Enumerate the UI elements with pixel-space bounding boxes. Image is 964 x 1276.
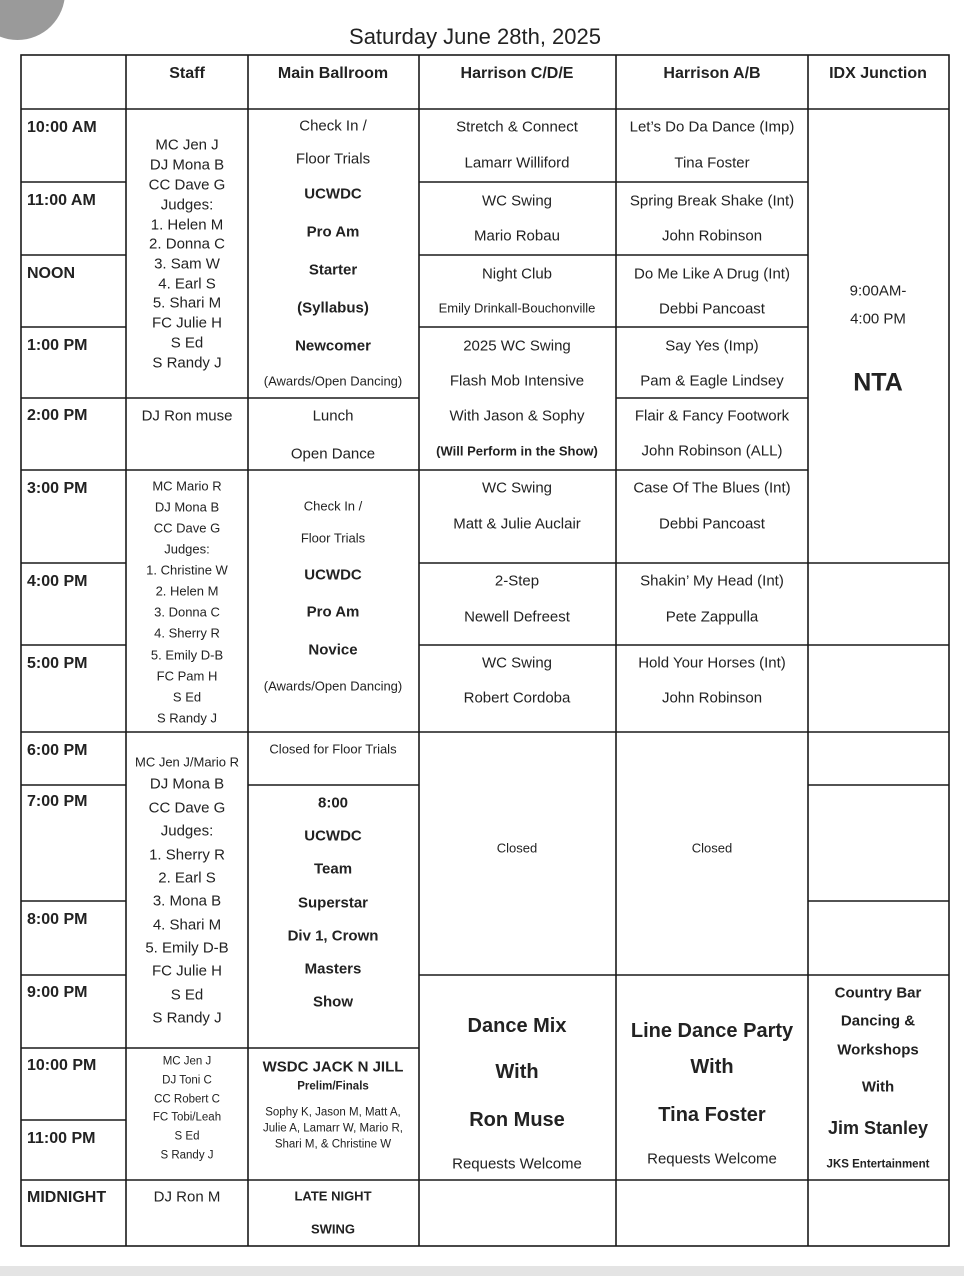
ab-closed: Closed xyxy=(691,840,733,856)
ab-class-title: Let’s Do Da Dance (Imp) xyxy=(629,118,795,136)
staff-evening-item: 1. Sherry R xyxy=(149,846,225,864)
cde-dance-mix: Dance Mix xyxy=(467,1015,567,1037)
staff-late-item: S Ed xyxy=(174,1130,200,1143)
main-pro-am: Pro Am xyxy=(306,223,360,241)
cde-class-title: With Jason & Sophy xyxy=(449,407,585,425)
main-ucwdc: UCWDC xyxy=(304,566,362,584)
staff-morning-item: 3. Sam W xyxy=(154,255,220,273)
ab-class-title: Spring Break Shake (Int) xyxy=(629,192,795,210)
ab-requests: Requests Welcome xyxy=(647,1150,777,1168)
ab-class-title: Shakin’ My Head (Int) xyxy=(640,572,784,590)
main-starter: Starter xyxy=(308,261,358,279)
time-label: 10:00 AM xyxy=(27,119,97,136)
time-label: 8:00 PM xyxy=(27,911,88,928)
ab-dj-name: Tina Foster xyxy=(658,1104,766,1126)
header-harrison-cde: Harrison C/D/E xyxy=(460,65,574,82)
main-prelim-finals: Prelim/Finals xyxy=(297,1080,369,1093)
main-closed-floor-trials: Closed for Floor Trials xyxy=(269,741,397,757)
staff-afternoon-item: Judges: xyxy=(164,541,210,557)
staff-evening-item: S Ed xyxy=(170,986,204,1004)
time-label: 2:00 PM xyxy=(27,407,88,424)
cde-class-title: Night Club xyxy=(481,265,553,283)
time-label: NOON xyxy=(27,265,75,282)
ab-line-dance-party: Line Dance Party xyxy=(630,1020,794,1042)
idx-nta: NTA xyxy=(853,368,903,397)
time-label: 11:00 AM xyxy=(27,192,96,209)
staff-late-item: S Randy J xyxy=(160,1149,214,1162)
time-label: 5:00 PM xyxy=(27,655,88,672)
staff-morning-item: FC Julie H xyxy=(151,314,223,332)
ab-class-title: Case Of The Blues (Int) xyxy=(633,479,791,497)
cde-instructor: Newell Defreest xyxy=(464,608,570,626)
cde-class-title: 2025 WC Swing xyxy=(463,337,571,355)
time-label: 7:00 PM xyxy=(27,793,88,810)
cde-with: With xyxy=(495,1061,539,1083)
cde-class-title: WC Swing xyxy=(481,654,553,672)
main-jnj-judges: Shari M, & Christine W xyxy=(274,1138,392,1151)
staff-morning-item: Judges: xyxy=(160,196,214,214)
staff-morning-item: MC Jen J xyxy=(155,136,219,154)
main-open-dance: Open Dance xyxy=(290,445,376,463)
main-jnj-judges: Julie A, Lamarr W, Mario R, xyxy=(263,1122,403,1135)
staff-evening-item: S Randy J xyxy=(152,1009,222,1027)
ab-instructor: Pete Zappulla xyxy=(665,608,759,626)
ab-instructor: Debbi Pancoast xyxy=(659,515,765,533)
staff-morning-item: S Randy J xyxy=(152,354,222,372)
header-idx-junction: IDX Junction xyxy=(829,65,927,82)
cde-instructor: Lamarr Williford xyxy=(464,154,570,172)
time-label: 11:00 PM xyxy=(27,1130,96,1147)
main-awards: (Awards/Open Dancing) xyxy=(263,678,403,694)
cde-instructor: Emily Drinkall-Bouchonville xyxy=(438,300,596,316)
idx-evening-item: Dancing & xyxy=(840,1012,916,1030)
ab-instructor: Tina Foster xyxy=(674,154,750,172)
staff-afternoon-item: 5. Emily D-B xyxy=(150,647,224,663)
ab-instructor: Pam & Eagle Lindsey xyxy=(640,372,784,390)
ab-with: With xyxy=(690,1056,734,1078)
staff-morning-item: 4. Earl S xyxy=(158,275,216,293)
time-label: 9:00 PM xyxy=(27,984,88,1001)
ab-instructor: John Robinson (ALL) xyxy=(641,442,783,460)
ab-class-title: Say Yes (Imp) xyxy=(665,337,759,355)
staff-morning-item: DJ Mona B xyxy=(149,156,225,174)
main-checkin: Check In / xyxy=(303,498,363,514)
staff-afternoon-item: 4. Sherry R xyxy=(154,625,220,641)
header-harrison-ab: Harrison A/B xyxy=(663,65,761,82)
staff-evening-item: FC Julie H xyxy=(151,962,223,980)
time-label: 6:00 PM xyxy=(27,742,88,759)
time-label: 4:00 PM xyxy=(27,573,88,590)
cde-class-title: Flash Mob Intensive xyxy=(449,372,585,390)
main-show: Show xyxy=(313,993,353,1011)
staff-morning-item: S Ed xyxy=(170,334,204,352)
main-show-time: 8:00 xyxy=(317,794,349,812)
main-novice: Novice xyxy=(308,641,358,659)
staff-afternoon-item: FC Pam H xyxy=(156,668,218,684)
ab-class-title: Do Me Like A Drug (Int) xyxy=(634,265,790,283)
staff-evening-item: 3. Mona B xyxy=(152,892,222,910)
idx-time-start: 9:00AM- xyxy=(849,282,907,300)
time-label: 1:00 PM xyxy=(27,337,88,354)
cde-instructor: Matt & Julie Auclair xyxy=(453,515,581,533)
staff-morning-item: 1. Helen M xyxy=(150,216,224,234)
idx-evening-item: Workshops xyxy=(837,1041,919,1059)
staff-evening-item: MC Jen J/Mario R xyxy=(134,754,240,770)
staff-afternoon-item: CC Dave G xyxy=(153,520,221,536)
main-ucwdc: UCWDC xyxy=(304,185,362,203)
staff-lunch-dj: DJ Ron muse xyxy=(141,407,233,425)
staff-late-item: CC Robert C xyxy=(154,1093,220,1106)
main-jnj-judges: Sophy K, Jason M, Matt A, xyxy=(265,1106,401,1119)
ab-instructor: John Robinson xyxy=(661,689,763,707)
staff-evening-item: 4. Shari M xyxy=(152,916,222,934)
main-newcomer: Newcomer xyxy=(295,337,371,355)
cde-instructor: Mario Robau xyxy=(474,227,560,245)
staff-midnight-dj: DJ Ron M xyxy=(153,1188,221,1206)
cde-requests: Requests Welcome xyxy=(452,1155,582,1173)
ab-class-title: Hold Your Horses (Int) xyxy=(638,654,786,672)
staff-evening-item: Judges: xyxy=(160,822,214,840)
main-awards: (Awards/Open Dancing) xyxy=(263,373,403,389)
main-ucwdc: UCWDC xyxy=(304,827,362,845)
header-main-ballroom: Main Ballroom xyxy=(277,65,389,82)
staff-late-item: MC Jen J xyxy=(162,1055,212,1068)
ab-instructor: John Robinson xyxy=(661,227,763,245)
staff-morning-item: 2. Donna C xyxy=(149,235,225,253)
main-masters: Masters xyxy=(304,960,362,978)
main-lunch: Lunch xyxy=(312,407,354,425)
time-label: MIDNIGHT xyxy=(27,1189,107,1206)
staff-late-item: FC Tobi/Leah xyxy=(152,1111,222,1124)
staff-afternoon-item: 1. Christine W xyxy=(146,562,228,578)
idx-jks-entertainment: JKS Entertainment xyxy=(826,1158,930,1171)
staff-evening-item: 5. Emily D-B xyxy=(145,939,229,957)
staff-afternoon-item: S Randy J xyxy=(157,710,217,726)
staff-late-item: DJ Toni C xyxy=(162,1074,212,1087)
staff-afternoon-item: DJ Mona B xyxy=(154,499,220,515)
ab-instructor: Debbi Pancoast xyxy=(659,300,765,318)
main-late-night: LATE NIGHT xyxy=(294,1188,372,1204)
page-title: Saturday June 28th, 2025 xyxy=(349,24,601,49)
main-superstar: Superstar xyxy=(297,894,369,912)
staff-morning-item: CC Dave G xyxy=(148,176,226,194)
main-syllabus: (Syllabus) xyxy=(297,299,369,317)
cde-class-title: WC Swing xyxy=(481,192,553,210)
ab-class-title: Flair & Fancy Footwork xyxy=(634,407,790,425)
cde-instructor: Robert Cordoba xyxy=(463,689,571,707)
idx-evening-item: Country Bar xyxy=(834,984,922,1002)
staff-afternoon-item: MC Mario R xyxy=(152,478,222,494)
header-staff: Staff xyxy=(169,65,205,82)
time-label: 3:00 PM xyxy=(27,480,88,497)
cde-class-title: Stretch & Connect xyxy=(456,118,578,136)
time-label: 10:00 PM xyxy=(27,1057,97,1074)
staff-afternoon-item: S Ed xyxy=(172,689,202,705)
main-swing: SWING xyxy=(310,1221,356,1237)
cde-closed: Closed xyxy=(496,840,538,856)
main-jack-n-jill: WSDC JACK N JILL xyxy=(262,1058,404,1076)
main-checkin: Check In / xyxy=(299,117,367,135)
main-team: Team xyxy=(313,860,353,878)
staff-evening-item: 2. Earl S xyxy=(158,869,216,887)
main-pro-am: Pro Am xyxy=(306,603,360,621)
staff-afternoon-item: 2. Helen M xyxy=(155,583,219,599)
staff-morning-item: 5. Shari M xyxy=(152,294,222,312)
idx-evening-item: With xyxy=(861,1078,895,1096)
staff-evening-item: CC Dave G xyxy=(148,799,226,817)
main-div1-crown: Div 1, Crown xyxy=(287,927,379,945)
cde-note: (Will Perform in the Show) xyxy=(436,443,598,459)
staff-evening-item: DJ Mona B xyxy=(149,775,225,793)
cde-class-title: 2-Step xyxy=(494,572,540,590)
cde-class-title: WC Swing xyxy=(481,479,553,497)
main-floor-trials: Floor Trials xyxy=(300,530,366,546)
staff-afternoon-item: 3. Donna C xyxy=(154,604,220,620)
idx-evening-item: Jim Stanley xyxy=(827,1118,929,1138)
main-floor-trials: Floor Trials xyxy=(295,150,371,168)
cde-dj-name: Ron Muse xyxy=(469,1109,565,1131)
idx-time-end: 4:00 PM xyxy=(850,310,906,328)
